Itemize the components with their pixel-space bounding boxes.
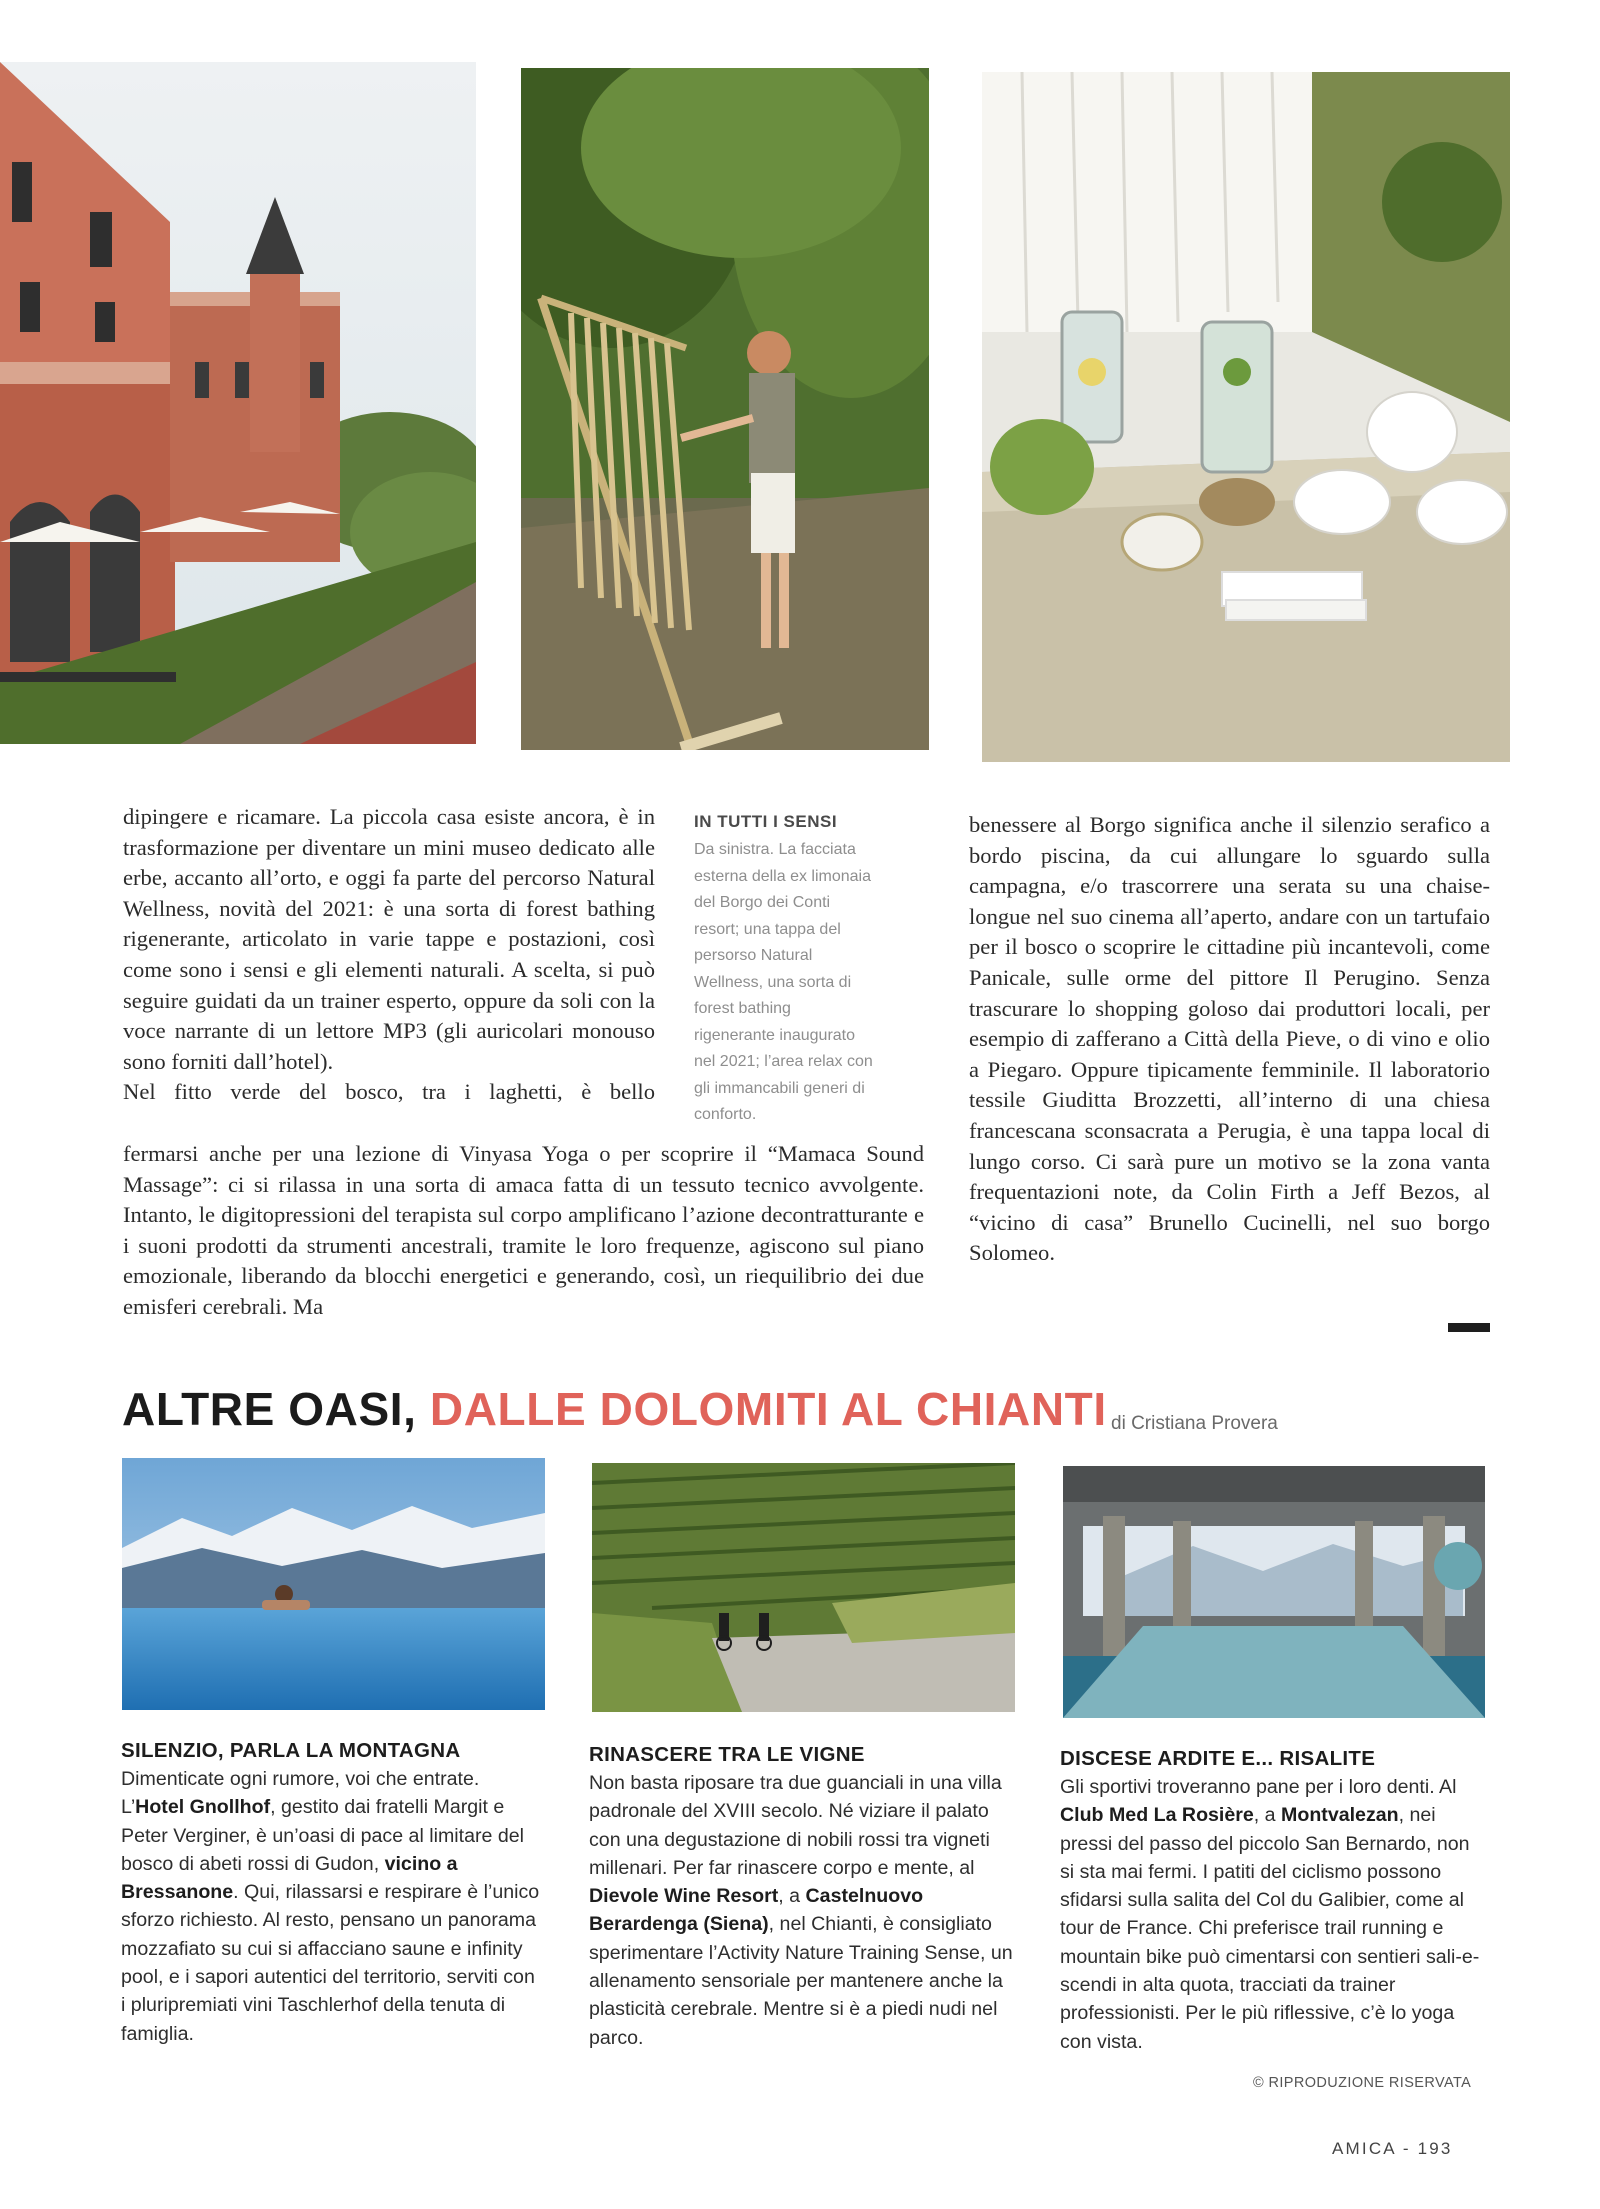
box-vineyard-title: RINASCERE TRA LE VIGNE (589, 1743, 865, 1766)
section-title-red: DALLE DOLOMITI AL CHIANTI (429, 1383, 1107, 1435)
box-sport-location: Montvalezan (1281, 1804, 1399, 1827)
box-sport (1060, 1745, 1485, 2056)
box-mountain-text-1: Dimenticate ogni rumore, voi che entrate. L’ (121, 1768, 480, 1819)
box-sport-body (1060, 1773, 1485, 2056)
article-paragraph-2-wide (123, 1139, 924, 1323)
photo-caption (694, 812, 874, 1129)
box-mountain-body (121, 1765, 541, 2048)
box-vineyard-text-2: , a (778, 1885, 806, 1908)
photo-indoor-pool (1063, 1466, 1485, 1718)
section-title-black: ALTRE OASI, (122, 1383, 417, 1435)
box-mountain-title: SILENZIO, PARLA LA MONTAGNA (121, 1739, 461, 1762)
box-vineyard-resort: Dievole Wine Resort (589, 1885, 779, 1908)
article-paragraph-2-start: Nel fitto verde del bosco, tra i laghetti, è bello (123, 1079, 655, 1105)
photo-mountain-pool (122, 1458, 545, 1710)
box-mountain-location: vicino a Bressanone (121, 1852, 458, 1904)
section-title (122, 1382, 1107, 1436)
photo-vineyard-cyclists (592, 1463, 1015, 1712)
box-vineyard-text-3: , nel Chianti, è consigliato sperimentare l’Activity Nature Training Sense, un allenamento sensoriale per mantenere anche la plasticità cerebrale. Mentre si è a piedi nudi nel parco. (589, 1913, 1013, 2049)
article-paragraph-1: dipingere e ricamare. La piccola casa esiste ancora, è in trasformazione per diventare un mini museo dedicato alle erbe, accanto all’orto, e oggi fa parte del percorso Natural Wellness, novità del 2021: è una sorta di forest bathing rigenerante, articolato in varie tappe e postazioni, così come sono i sensi e gli elementi naturali. A scelta, si può seguire guidati da un trainer esperto, oppure da soli con la voce narrante di un lettore MP3 (gli auricolari monouso sono forniti dall’hotel). (123, 804, 655, 1074)
photo-forest-bamboo (521, 68, 929, 750)
article-column-1 (123, 802, 655, 1108)
box-mountain-hotel: Hotel Gnollhof (135, 1796, 271, 1819)
copyright-notice: © RIPRODUZIONE RISERVATA (1253, 2075, 1472, 2091)
box-vineyard (589, 1741, 1014, 2052)
photo-relax-area (982, 72, 1510, 762)
box-mountain-text-3: . Qui, rilassarsi e respirare è l’unico sforzo richiesto. Al resto, pensano un panorama mozzafiato su cui si affacciano saune e infinity pool, e i sapori autentici del territorio, serviti con i pluripremiati vini Taschlerhof della tenuta di famiglia. (121, 1881, 540, 2045)
box-mountain (121, 1737, 541, 2048)
box-vineyard-body (589, 1769, 1014, 2052)
article-paragraph-2-rest: fermarsi anche per una lezione di Vinyasa Yoga o per scoprire il “Mamaca Sound Massage”: ci si rilassa in una sorta di amaca fatta di un tessuto tecnico avvolgente. Intanto, le digitopressioni del terapista sul corpo amplificano l’azione decontratturante e i suoni prodotti da strumenti ancestrali, tramite le loro frequenze, agiscono sul piano emozionale, liberando da blocchi energetici e generando, così, un riequilibrio dei due emisferi cerebrali. Ma (123, 1141, 924, 1319)
box-sport-title: DISCESE ARDITE E... RISALITE (1060, 1747, 1376, 1770)
article-paragraph-3: benessere al Borgo significa anche il silenzio serafico a bordo piscina, da cui allungare lo sguardo sulla campagna, e/o trascorrere una serata su una chaise-longue nel suo cinema all’aperto, andare con un tartufaio per il bosco o scoprire le cittadine più incantevoli, come Panicale, sulle orme del pittore Il Perugino. Senza trascurare lo shopping goloso dai produttori locali, per esempio di zafferano a Città della Pieve, o di vino e olio a Piegaro. Oppure tipicamente femminile. Il laboratorio tessile Giuditta Brozzetti, all’interno di una chiesa francescana sconsacrata a Perugia, è una tappa local di lungo corso. Ci sarà pure un motivo se la zona vanta frequentazioni note, da Colin Firth a Jeff Bezos, al “vicino di casa” Brunello Cucinelli, nel suo borgo Solomeo. (969, 812, 1490, 1266)
box-sport-text-3: , nei pressi del passo del piccolo San Bernardo, non si sta mai fermi. I patiti del ciclismo possono sfidarsi sulla salita del Col du Galibier, come al tour de France. Chi preferisce trail running e mountain bike può cimentarsi con sentieri sali-e-scendi in alta quota, tracciati da trainer professionisti. Per le più riflessive, c’è lo yoga con vista. (1060, 1804, 1480, 2053)
article-end-mark (1448, 1323, 1490, 1332)
box-sport-text-1: Gli sportivi troveranno pane per i loro denti. Al (1060, 1776, 1457, 1798)
photo-borgo-facade (0, 62, 476, 744)
box-vineyard-location: Castelnuovo Berardenga (Siena) (589, 1885, 924, 1936)
page-folio: AMICA - 193 (1332, 2139, 1453, 2158)
box-sport-text-2: , a (1253, 1804, 1282, 1827)
caption-title: IN TUTTI I SENSI (694, 812, 838, 831)
box-vineyard-text-1: Non basta riposare tra due guanciali in una villa padronale del XVIII secolo. Né viziare il palato con una degustazione di nobili rossi tra vigneti millenari. Per far rinascere corpo e mente, al (589, 1772, 1002, 1879)
byline: di Cristiana Provera (1111, 1413, 1278, 1434)
box-sport-club: Club Med La Rosière (1060, 1804, 1254, 1827)
box-mountain-text-2: , gestito dai fratelli Margit e Peter Verginer, è un’oasi di pace al limitare del bosco di abeti rossi di Gudon, (121, 1796, 524, 1875)
caption-body: Da sinistra. La facciata esterna della ex limonaia del Borgo dei Conti resort; una tappa del persorso Natural Wellness, una sorta di forest bathing rigenerante inaugurato nel 2021; l’area relax con gli immancabili generi di conforto. (694, 841, 873, 1123)
article-column-3 (969, 810, 1490, 1269)
